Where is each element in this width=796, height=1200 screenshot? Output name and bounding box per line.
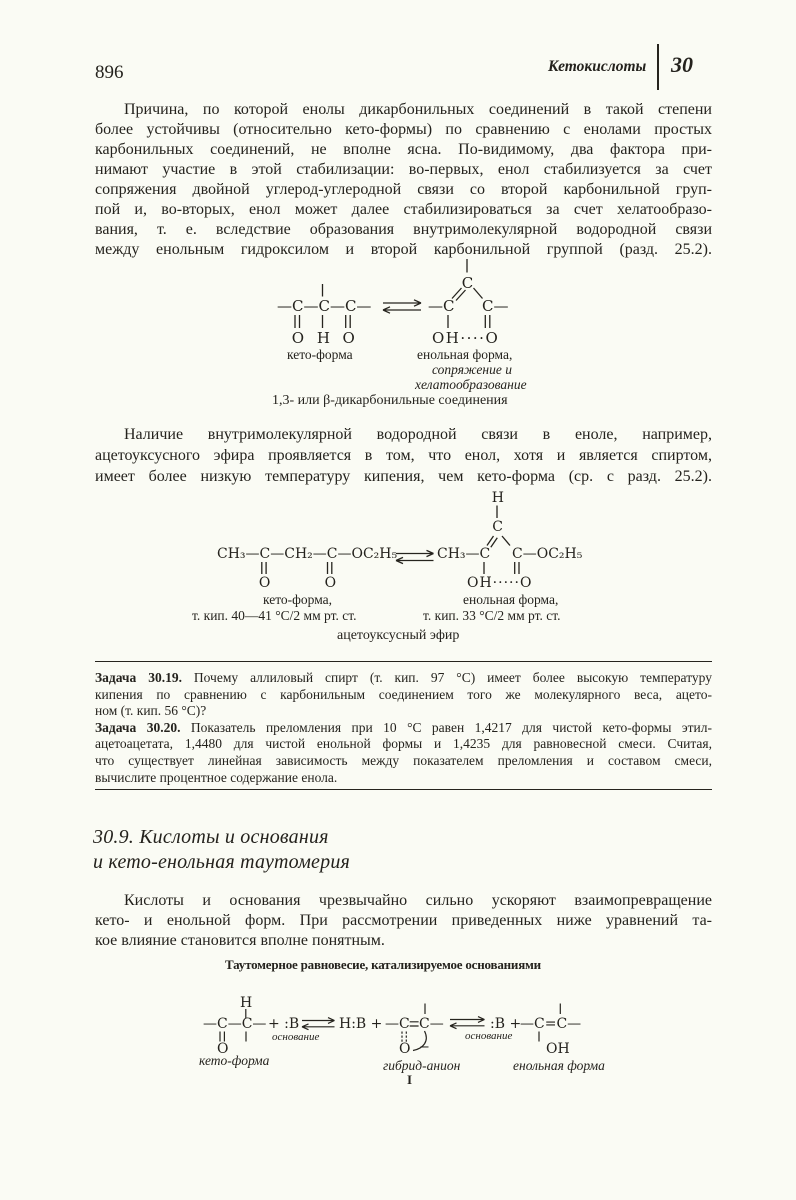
fig2-keto-label: кето-форма, bbox=[263, 592, 333, 607]
text-line: сопряжения двойной углерод-углеродной связи со второй карбонильной груп- bbox=[95, 181, 712, 198]
text-line: вания, т. е. вследствие образования внутримолекулярной водородной связи bbox=[95, 221, 712, 238]
problem-number: Задача 30.20. bbox=[95, 719, 181, 735]
fig3-keto-chain: —C—C— bbox=[203, 1016, 267, 1032]
fig1-enol-note-2: хелатообразование bbox=[415, 377, 527, 392]
problem-line bbox=[95, 753, 712, 770]
running-title: Кетокислоты bbox=[548, 58, 647, 75]
fig1-bonds bbox=[295, 259, 490, 328]
fig3-base-label-1: основание bbox=[272, 1031, 320, 1043]
fig1-keto-label: кето-форма bbox=[287, 347, 353, 362]
fig2-enol-left: CH₃—C bbox=[437, 546, 491, 562]
fig3-keto-label: кето-форма bbox=[199, 1053, 270, 1068]
text-line: пой и, во-вторых, енол может далее стабилизироваться за счет хелатообразо- bbox=[95, 201, 712, 218]
text-line: Наличие внутримолекулярной водородной связи в еноле, например, bbox=[124, 426, 712, 443]
fig2-enol-carbon-top: C bbox=[492, 519, 503, 535]
fig2-enol-right: C—OC₂H₅ bbox=[512, 546, 583, 562]
fig1-keto-chain: —C—C—C— bbox=[277, 297, 372, 315]
fig3-anion-charge: − bbox=[419, 1040, 430, 1055]
problem-text: ном (т. кип. 56 °С)? bbox=[95, 703, 207, 719]
fig3-base-label-2: основание bbox=[465, 1030, 513, 1042]
problems-rule-top bbox=[95, 661, 712, 662]
fig1-keto-oxygen-2: O bbox=[342, 329, 355, 347]
fig2-keto-oxygen-1: O bbox=[258, 575, 271, 591]
fig3-enol-base: :B + bbox=[490, 1016, 522, 1032]
problem-text: Показатель преломления при 10 °С равен 1,4217 для чистой кето-формы этил- bbox=[180, 719, 712, 735]
fig2-keto-formula: CH₃—C—CH₂—C—OC₂H₅ bbox=[217, 546, 398, 562]
fig1-enol-carbon-top: C bbox=[461, 274, 474, 292]
fig1-enol-label: енольная форма, bbox=[417, 347, 513, 362]
fig3-enol-chain: —C=C— bbox=[520, 1016, 582, 1032]
text-line: имеет более низкую температуру кипения, чем кето-форма (ср. с разд. 25.2). bbox=[95, 468, 712, 485]
fig1-keto-hydrogen: H bbox=[316, 329, 330, 347]
fig3-hb: H:B + bbox=[339, 1016, 383, 1032]
fig3-keto-oxygen: O bbox=[217, 1041, 229, 1057]
fig3-anion-carbon-left: —C bbox=[385, 1016, 410, 1032]
paragraph-1 bbox=[95, 100, 712, 260]
problem-line bbox=[95, 687, 712, 704]
fig2-caption: ацетоуксусный эфир bbox=[337, 628, 460, 643]
text-line: Кислоты и основания чрезвычайно сильно ускоряют взаимопревращение bbox=[124, 892, 712, 909]
problem-text: ацетоацетата, 1,4480 для чистой енольной формы и 1,4235 для равновесной смеси. Считая, bbox=[95, 736, 712, 752]
fig1-enol-hydrogen-bond: OH····O bbox=[432, 329, 500, 347]
problems-rule-bottom bbox=[95, 789, 712, 790]
section-heading-line-2: и кето-енольная таутомерия bbox=[93, 851, 351, 873]
fig2-enol-bp: т. кип. 33 °С/2 мм рт. ст. bbox=[423, 608, 561, 623]
problem-line bbox=[95, 703, 712, 720]
paragraph-3 bbox=[95, 891, 712, 951]
text-line: кое влияние становится вполне понятным. bbox=[95, 932, 385, 949]
text-line: кето- и енольной форм. При рассмотрении приведенных ниже уравнений та- bbox=[95, 912, 712, 929]
fig1-keto-oxygen-1: O bbox=[291, 329, 305, 347]
problem-line bbox=[95, 720, 712, 737]
fig2-enol-label: енольная форма, bbox=[463, 592, 559, 607]
fig2-bonds bbox=[262, 506, 519, 575]
fig3-structure-numeral: I bbox=[407, 1072, 413, 1087]
fig3-anion-oxygen: O bbox=[399, 1041, 411, 1057]
fig3-anion-carbon-right: C— bbox=[419, 1016, 444, 1032]
text-line: более устойчивы (относительно кето-формы) по сравнению с енолами простых bbox=[95, 121, 712, 138]
section-heading-line-1: 30.9. Кислоты и основания bbox=[93, 826, 329, 848]
page-number: 896 bbox=[95, 62, 124, 83]
fig3-caption: Таутомерное равновесие, катализируемое основаниями bbox=[225, 957, 541, 972]
chapter-number: 30 bbox=[671, 52, 693, 77]
problem-text: кипения по сравнению с карбонильным соединением того же молекулярного веса, ацето- bbox=[95, 686, 712, 702]
problem-text: вычислите процентное содержание енола. bbox=[95, 769, 338, 785]
problem-text: Почему аллиловый спирт (т. кип. 97 °С) имеет более высокую температуру bbox=[181, 670, 712, 685]
fig3-enol-label: енольная форма bbox=[513, 1058, 605, 1073]
text-line: ацетоуксусного эфира проявляется в том, что енол, хотя и является спиртом, bbox=[95, 447, 712, 464]
fig2-keto-oxygen-2: O bbox=[324, 575, 337, 591]
fig1-caption: 1,3- или β-дикарбонильные соединения bbox=[272, 393, 508, 408]
fig2-keto-bp: т. кип. 40—41 °С/2 мм рт. ст. bbox=[192, 608, 357, 623]
problems-box bbox=[95, 670, 712, 786]
text-line: нимают участие в этой стабилизации: во-первых, енол стабилизуется за счет bbox=[95, 161, 712, 178]
text-line: между енольным гидроксилом и второй карбонильной группой (разд. 25.2). bbox=[95, 241, 712, 258]
problem-line bbox=[95, 736, 712, 753]
text-line: карбонильных соединений, не вполне ясна. По-видимому, два фактора при- bbox=[95, 141, 712, 158]
text-line: Причина, по которой енолы дикарбонильных соединений в такой степени bbox=[124, 101, 712, 118]
fig1-enol-carbon-right: C— bbox=[482, 297, 509, 315]
problem-line bbox=[95, 770, 712, 787]
fig2-enol-hydrogen: H bbox=[491, 490, 505, 506]
problem-line bbox=[95, 670, 712, 687]
fig3-keto-hydrogen: H bbox=[240, 995, 253, 1011]
paragraph-2 bbox=[95, 424, 712, 487]
fig1-enol-carbon-left: —C bbox=[428, 297, 455, 315]
fig3-plus-base: + :B bbox=[268, 1016, 300, 1032]
fig3-enol-oh: OH bbox=[546, 1041, 570, 1057]
header-divider bbox=[657, 44, 659, 90]
fig3-anion-label: гибрид-анион bbox=[383, 1058, 461, 1073]
fig2-enol-hydrogen-bond: OH·····O bbox=[467, 575, 533, 591]
fig1-enol-note-1: сопряжение и bbox=[432, 362, 512, 377]
problem-text: что существует линейная зависимость между показателем преломления и составом смеси, bbox=[95, 752, 712, 768]
problem-number: Задача 30.19. bbox=[95, 670, 182, 685]
